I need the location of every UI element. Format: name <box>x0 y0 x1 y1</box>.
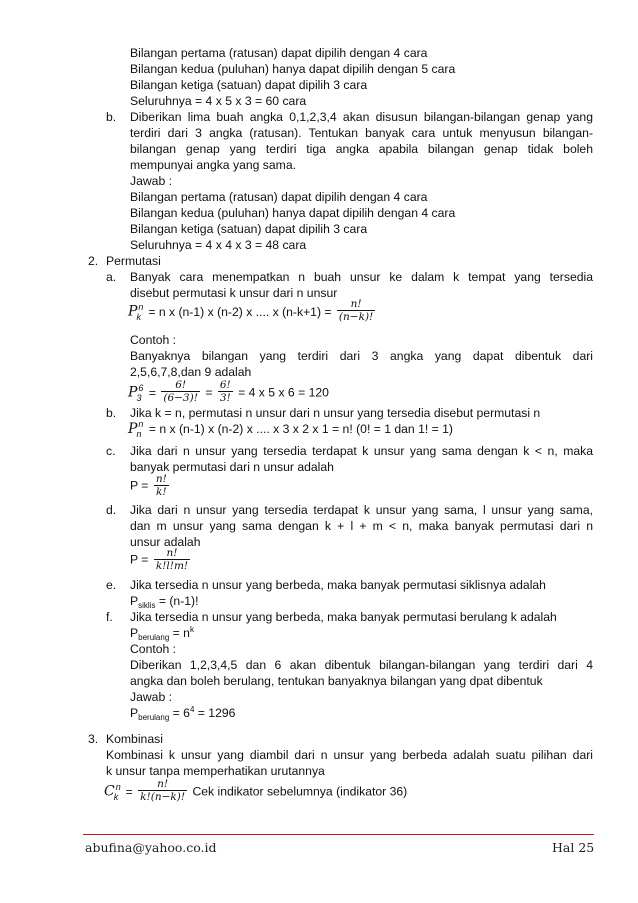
text-line: Bilangan kedua (puluhan) hanya dapat dipilih dengan 4 cara <box>130 206 456 220</box>
footer-page-number: Hal 25 <box>552 840 595 855</box>
formula-repetition-example: $P_{berulang} = 6^4 = 1296$ <box>130 705 236 722</box>
section-number: 3. <box>88 732 99 746</box>
text-line: Contoh : <box>130 333 177 347</box>
list-label: b. <box>106 110 117 124</box>
section-title: Permutasi <box>106 254 161 268</box>
formula-multi-identical: P = $\frac{n!}{k!l!m!}$ <box>130 547 189 572</box>
text-line: 2,5,6,7,8,dan 9 adalah <box>130 365 252 379</box>
text-line: Diberikan 1,2,3,4,5 dan 6 akan dibentuk bilangan-bilangan yang terdiri dari 4 <box>130 658 593 672</box>
text-line: terdiri dari 3 angka (ratusan). Tentukan banyak cara untuk menyusun bilangan- <box>130 126 593 140</box>
list-label: f. <box>106 610 113 624</box>
text-line: Bilangan pertama (ratusan) dapat dipilih dengan 4 cara <box>130 190 428 204</box>
formula-repetition: $P_{berulang} = n^k$ <box>130 625 194 642</box>
text-line: k unsur tanpa memperhatikan urutannya <box>106 764 325 778</box>
formula-identical: P = $\frac{n!}{k!}$ <box>130 473 167 498</box>
list-label: e. <box>106 578 117 592</box>
text-line: Bilangan pertama (ratusan) dapat dipilih dengan 4 cara <box>130 46 428 60</box>
text-line: Jika dari n unsur yang tersedia terdapat k unsur yang sama dengan k < n, maka <box>130 444 593 458</box>
text-line: disebut permutasi k unsur dari n unsur <box>130 286 338 300</box>
text-line: Bilangan kedua (puluhan) hanya dapat dipilih dengan 5 cara <box>130 62 456 76</box>
list-label: c. <box>106 444 116 458</box>
list-label: d. <box>106 503 117 517</box>
text-line: Bilangan ketiga (satuan) dapat dipilih 3 cara <box>130 78 368 92</box>
formula-permutation: $P^n_k = n$ x (n-1) x (n-2) x .... x (n-k+1) = $\frac{n!}{(n-k)!}$ <box>128 298 374 323</box>
formula-cyclic: $P_{siklis} = (n-1)$! <box>130 594 199 610</box>
text-line: Jawab : <box>130 690 173 704</box>
list-label: b. <box>106 406 117 420</box>
text-line: Banyak cara menempatkan n buah unsur ke dalam k tempat yang tersedia <box>130 270 593 284</box>
text-line: Jika dari n unsur yang tersedia terdapat k unsur yang sama, l unsur yang sama, <box>130 503 593 517</box>
text-line: Kombinasi k unsur yang diambil dari n unsur yang berbeda adalah suatu pilihan dari <box>106 748 593 762</box>
section-number: 2. <box>88 254 99 268</box>
list-label: a. <box>106 270 117 284</box>
text-line: Jika k = n, permutasi n unsur dari n unsur yang tersedia disebut permutasi n <box>130 406 541 420</box>
text-line: angka dan boleh berulang, tentukan banyaknya bilangan yang dpat dibentuk <box>130 674 543 688</box>
text-line: mempunyai angka yang sama. <box>130 158 296 172</box>
text-line: Jika tersedia n unsur yang berbeda, maka banyak permutasi berulang k adalah <box>130 610 557 624</box>
text-line: Jawab : <box>130 174 173 188</box>
formula-example: $P^6_3$ = $\frac{6!}{(6-3)!}$ = $\frac{6!}{3!}$ = 4 x 5 x 6 = 120 <box>128 379 329 404</box>
text-line: Contoh : <box>130 642 177 656</box>
text-line: unsur adalah <box>130 535 201 549</box>
text-line: Diberikan lima buah angka 0,1,2,3,4 akan disusun bilangan-bilangan genap yang <box>130 110 593 124</box>
text-line: Banyaknya bilangan yang terdiri dari 3 angka yang dapat dibentuk dari <box>130 349 593 363</box>
footer-email: abufina@yahoo.co.id <box>85 840 217 855</box>
text-line: Bilangan ketiga (satuan) dapat dipilih 3 cara <box>130 222 368 236</box>
text-line: Jika tersedia n unsur yang berbeda, maka banyak permutasi siklisnya adalah <box>130 578 546 592</box>
text-line: Seluruhnya = 4 x 4 x 3 = 48 cara <box>130 238 307 252</box>
text-line: dan m unsur yang sama dengan k + l + m < n, maka banyak permutasi dari n <box>130 519 593 533</box>
text-line: banyak permutasi dari n unsur adalah <box>130 460 334 474</box>
formula-combination: $C^n_k$ = $\frac{n!}{k!(n-k)!}$ Cek indikator sebelumnya (indikator 36) <box>104 778 408 803</box>
section-title: Kombinasi <box>106 732 163 746</box>
text-line: Seluruhnya = 4 x 5 x 3 = 60 cara <box>130 94 307 108</box>
footer-rule <box>83 834 594 835</box>
formula-permutation-n: $P^n_n = n$ x (n-1) x (n-2) x .... x 3 x 2 x 1 = n! (0! = 1 dan 1! = 1) <box>128 419 453 439</box>
text-line: bilangan genap yang terdiri tiga angka apabila bilangan genap tidak boleh <box>130 142 593 156</box>
